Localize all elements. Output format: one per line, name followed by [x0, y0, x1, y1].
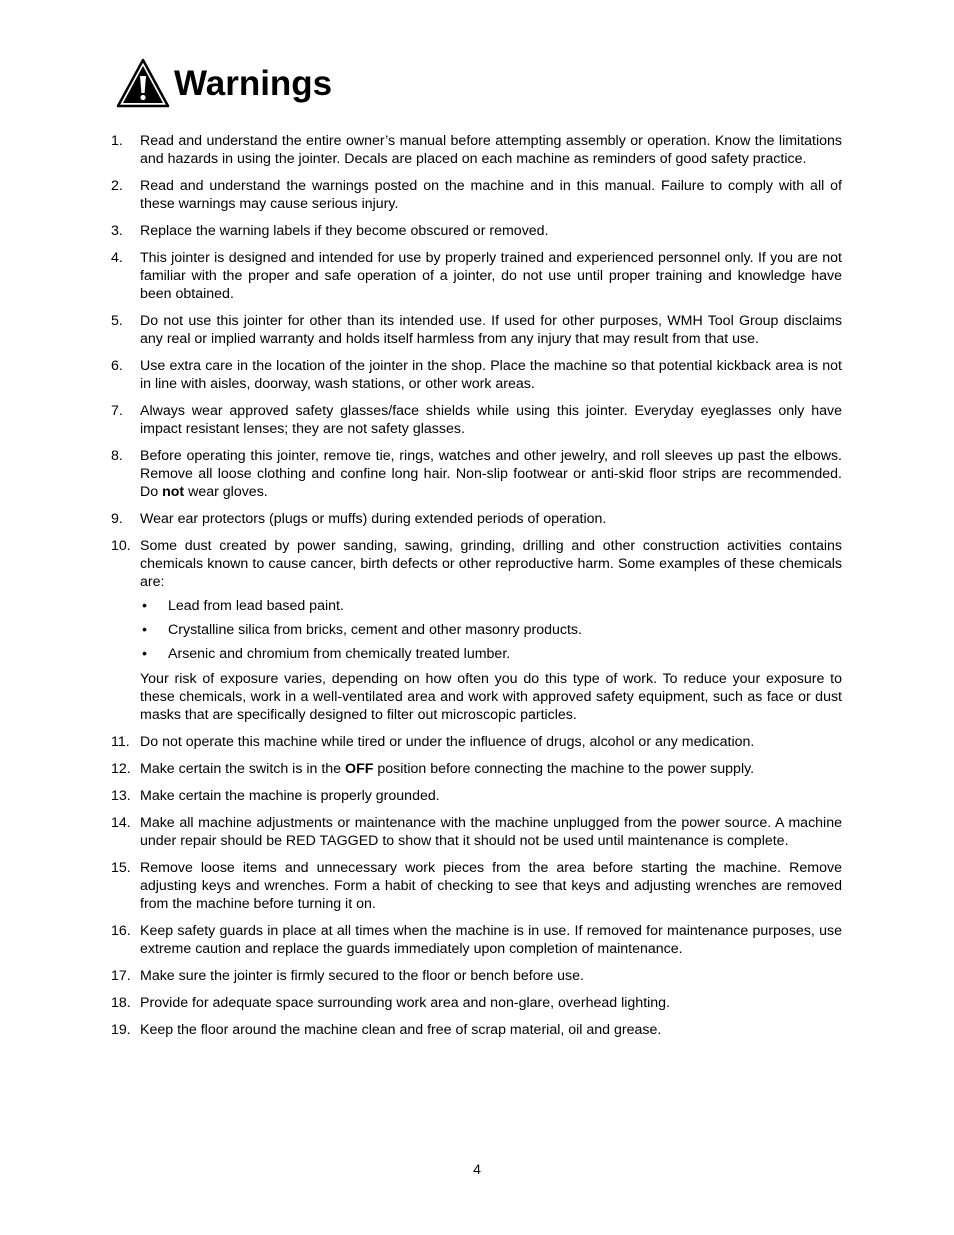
item-text — [140, 402, 842, 438]
warnings-list — [111, 132, 842, 1048]
item-text — [140, 814, 842, 850]
item-text — [140, 537, 842, 591]
item-number: 15. — [111, 860, 131, 876]
item-text — [140, 312, 842, 348]
item-number: 3. — [111, 223, 123, 239]
item-text-content: Read and understand the entire owner’s manual before attempting assembly or operation. Know the limitations and hazards in using the jointer. Decals are placed on each machine as reminders of good safety practice. — [140, 133, 842, 167]
warning-item — [111, 733, 842, 751]
item-text — [140, 922, 842, 958]
item-text-part: Before operating this jointer, remove tie, rings, watches and other jewelry, and roll sleeves up past the elbows. Remove all loose clothing and confine long hair. Non-slip footwear or anti-skid floor strips are recommended. Do — [140, 448, 842, 500]
bullet-dot-icon: • — [142, 646, 147, 662]
item-number: 5. — [111, 313, 123, 329]
bullet-dot-icon: • — [142, 598, 147, 614]
page-header — [115, 57, 332, 109]
bullet-item — [140, 645, 842, 663]
item-text-part: position before connecting the machine to the power supply. — [373, 761, 755, 777]
warning-item — [111, 357, 842, 393]
page-title: Warnings — [174, 63, 333, 103]
warning-item — [111, 922, 842, 958]
item-text — [140, 132, 842, 168]
item-text-content: Make all machine adjustments or maintenance with the machine unplugged from the power source. A machine under repair should be RED TAGGED to show that it should not be used until maintenance is complete. — [140, 815, 842, 849]
warning-item — [111, 447, 842, 501]
item-number: 18. — [111, 995, 131, 1011]
item-text — [140, 222, 842, 240]
page-number: 4 — [473, 1161, 481, 1177]
warning-triangle-icon — [115, 57, 171, 109]
item-number: 14. — [111, 815, 131, 831]
item-number: 1. — [111, 133, 123, 149]
item-text-content: Do not use this jointer for other than its intended use. If used for other purposes, WMH Tool Group disclaims any real or implied warranty and holds itself harmless from any injury that may result from that use. — [140, 313, 842, 347]
item-text-content: This jointer is designed and intended for use by properly trained and experienced personnel only. If you are not familiar with the proper and safe operation of a jointer, do not use until proper training and knowledge have been obtained. — [140, 250, 842, 302]
item-text-content: Make certain the machine is properly grounded. — [140, 788, 440, 804]
item-text — [140, 787, 842, 805]
warning-item — [111, 249, 842, 303]
item-number: 19. — [111, 1022, 131, 1038]
warning-item — [111, 994, 842, 1012]
bullet-dot-icon: • — [142, 622, 147, 638]
item-text-part: Make certain the switch is in the — [140, 761, 346, 777]
item-number: 7. — [111, 403, 123, 419]
item-number: 12. — [111, 761, 131, 777]
item-number: 17. — [111, 968, 131, 984]
chemical-bullet-list — [140, 597, 842, 663]
item-text-content: Always wear approved safety glasses/face shields while using this jointer. Everyday eyeglasses only have impact resistant lenses; they are not safety glasses. — [140, 403, 842, 437]
warning-item — [111, 402, 842, 438]
warning-item — [111, 312, 842, 348]
item-text-content: Make sure the jointer is firmly secured to the floor or bench before use. — [140, 968, 584, 984]
item-text-content: Provide for adequate space surrounding work area and non-glare, overhead lighting. — [140, 995, 671, 1011]
item-text-content: Some dust created by power sanding, sawing, grinding, drilling and other construction activities contains chemicals known to cause cancer, birth defects or other reproductive harm. Some examples of these chemicals are: — [140, 538, 842, 590]
warning-item — [111, 1021, 842, 1039]
bullet-item — [140, 597, 842, 615]
exposure-note: Your risk of exposure varies, depending on how often you do this type of work. To reduce your exposure to these chemicals, work in a well-ventilated area and work with approved safety equipment, such as face or dust masks that are specifically designed to filter out microscopic particles. — [140, 671, 842, 723]
item-text — [140, 967, 842, 985]
warning-item — [111, 814, 842, 850]
item-number: 2. — [111, 178, 123, 194]
item-number: 16. — [111, 923, 131, 939]
warning-item — [111, 859, 842, 913]
warning-item — [111, 787, 842, 805]
item-text — [140, 177, 842, 213]
warning-item — [111, 967, 842, 985]
item-text — [140, 510, 842, 528]
item-text-content: Keep safety guards in place at all times when the machine is in use. If removed for maintenance purposes, use extreme caution and replace the guards immediately upon completion of maintenance. — [140, 923, 842, 957]
warning-item — [111, 132, 842, 168]
warning-item — [111, 177, 842, 213]
bullet-text: Crystalline silica from bricks, cement and other masonry products. — [168, 622, 582, 638]
item-text-content: Wear ear protectors (plugs or muffs) during extended periods of operation. — [140, 511, 607, 527]
item-number: 11. — [111, 734, 130, 750]
bullet-item — [140, 621, 842, 639]
item-text — [140, 994, 842, 1012]
item-text — [140, 760, 842, 778]
item-text — [140, 859, 842, 913]
item-text-emphasis: OFF — [345, 761, 374, 777]
item-number: 13. — [111, 788, 131, 804]
item-text-content: Keep the floor around the machine clean and free of scrap material, oil and grease. — [140, 1022, 662, 1038]
item-text — [140, 1021, 842, 1039]
item-text — [140, 249, 842, 303]
bullet-text: Arsenic and chromium from chemically treated lumber. — [168, 646, 511, 662]
item-text-content: Read and understand the warnings posted on the machine and in this manual. Failure to comply with all of these warnings may cause serious injury. — [140, 178, 842, 212]
warning-item — [111, 537, 842, 724]
item-text — [140, 733, 842, 751]
warning-item — [111, 510, 842, 528]
bullet-text: Lead from lead based paint. — [168, 598, 344, 614]
item-text-content: Use extra care in the location of the jointer in the shop. Place the machine so that potential kickback area is not in line with aisles, doorway, wash stations, or other work areas. — [140, 358, 842, 392]
item-text-content: Remove loose items and unnecessary work pieces from the area before starting the machine. Remove adjusting keys and wrenches. Form a habit of checking to see that keys and adjusting wrenches are removed from the machine before turning it on. — [140, 860, 842, 912]
item-number: 9. — [111, 511, 123, 527]
item-number: 4. — [111, 250, 123, 266]
item-text — [140, 357, 842, 393]
item-text-content: Replace the warning labels if they become obscured or removed. — [140, 223, 549, 239]
item-text-part: wear gloves. — [184, 484, 268, 500]
warning-item — [111, 760, 842, 778]
item-text-content: Do not operate this machine while tired or under the influence of drugs, alcohol or any medication. — [140, 734, 755, 750]
item-number: 6. — [111, 358, 123, 374]
warning-item — [111, 222, 842, 240]
item-text-emphasis: not — [162, 484, 185, 500]
item-text — [140, 447, 842, 501]
item-number: 10. — [111, 538, 131, 554]
item-number: 8. — [111, 448, 123, 464]
